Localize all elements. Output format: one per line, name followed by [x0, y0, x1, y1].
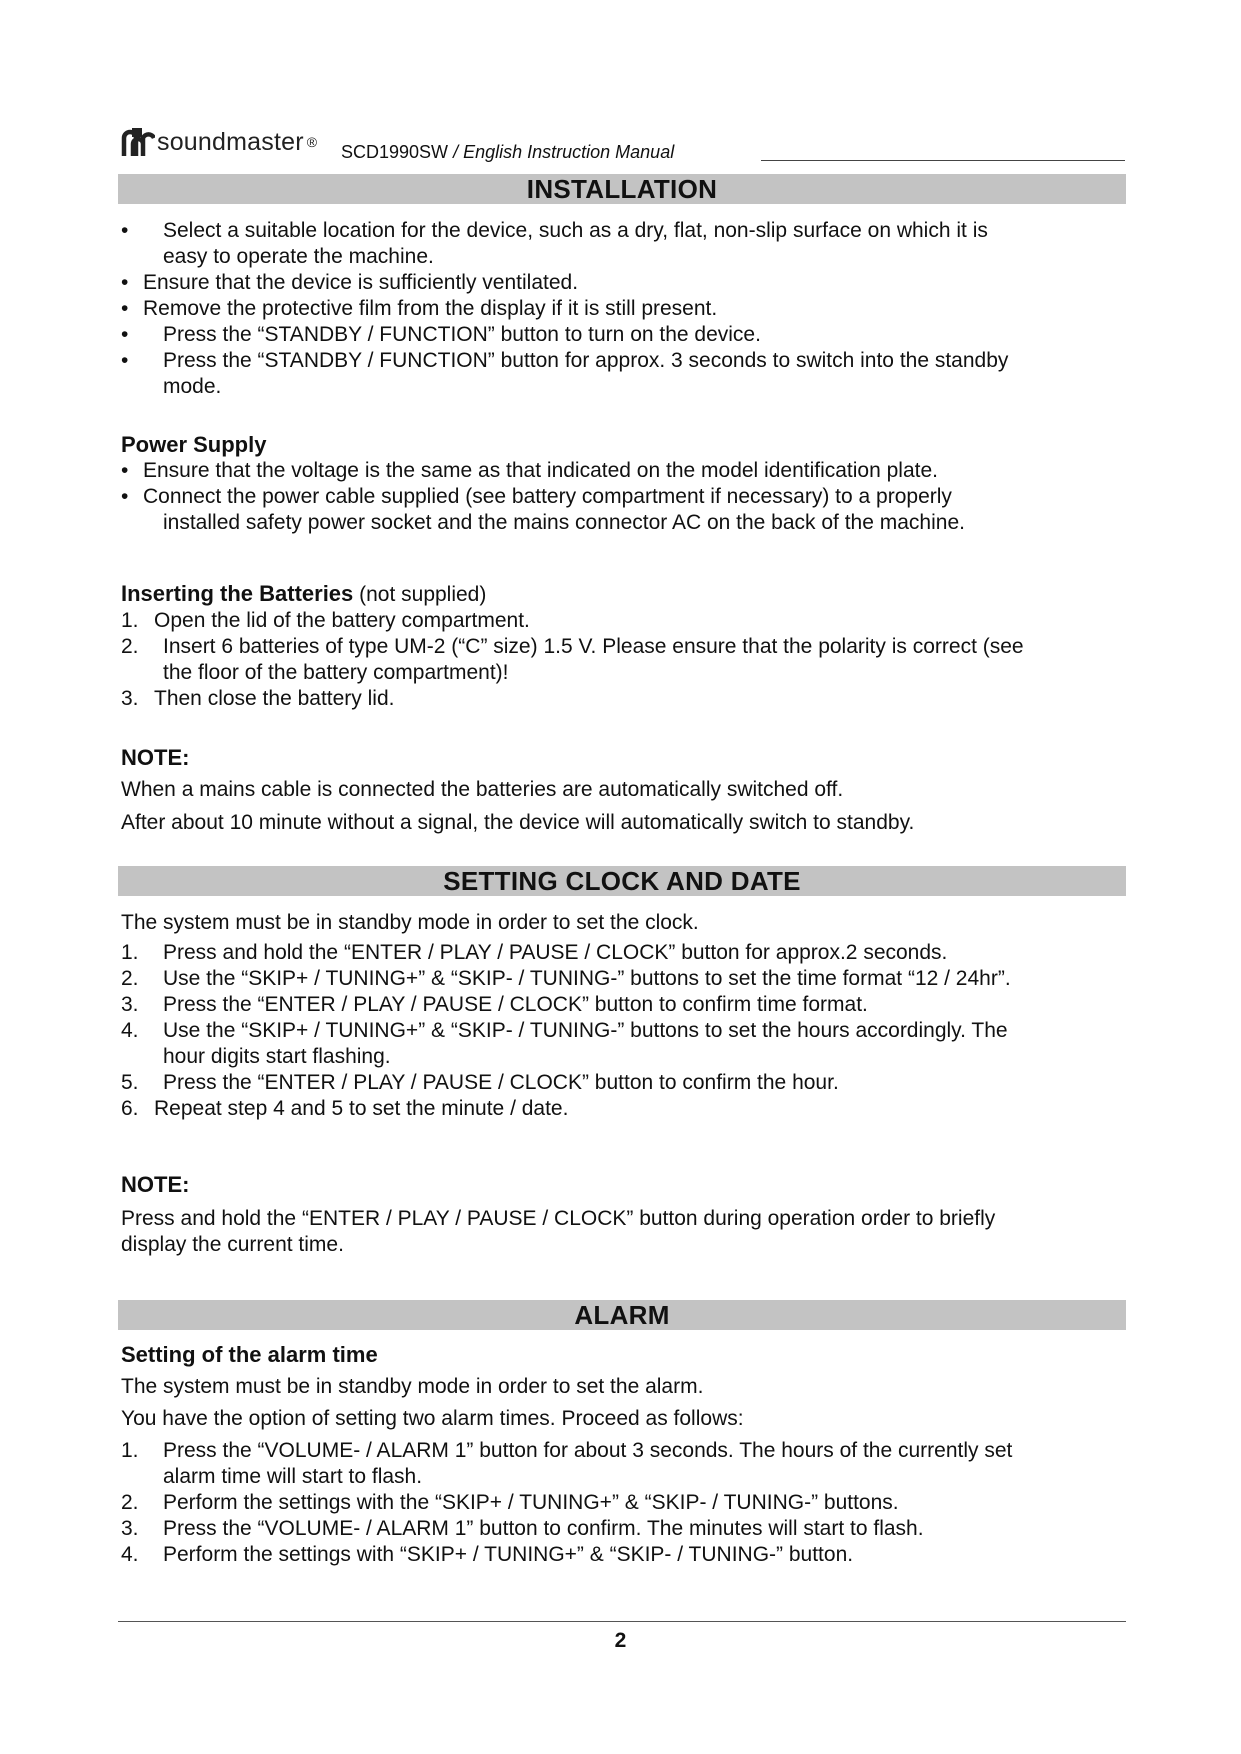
list-item [121, 1018, 1131, 1070]
item-text: Press the “VOLUME- / ALARM 1” button for about 3 seconds. The hours of the currently set [163, 1439, 1013, 1462]
model-number: SCD1990SW [341, 142, 449, 162]
item-text: Connect the power cable supplied (see battery compartment if necessary) to a properly [143, 485, 952, 508]
batteries-heading-line [121, 581, 1131, 608]
list-item [121, 966, 1131, 992]
list-item [121, 458, 1131, 484]
item-text: Remove the protective film from the display if it is still present. [143, 297, 718, 320]
brand-name: soundmaster [157, 127, 304, 156]
bullet: • [121, 271, 129, 294]
item-text: Select a suitable location for the device, such as a dry, flat, non-slip surface on which it is [163, 219, 988, 242]
installation-list [121, 218, 1131, 400]
bullet: • [121, 485, 129, 508]
item-text-continued: alarm time will start to flash. [163, 1465, 423, 1488]
item-number: 2. [121, 967, 139, 990]
item-text: Open the lid of the battery compartment. [154, 609, 530, 632]
note-heading: NOTE: [121, 745, 190, 770]
list-item [121, 1070, 1131, 1096]
section-bar-alarm: ALARM [118, 1300, 1126, 1330]
power-supply-section [121, 432, 1131, 536]
item-text: Press the “STANDBY / FUNCTION” button for approx. 3 seconds to switch into the standby [163, 349, 1009, 372]
item-text: Press the “STANDBY / FUNCTION” button to turn on the device. [163, 323, 761, 346]
installation-note [121, 745, 1131, 836]
item-text: Ensure that the voltage is the same as that indicated on the model identification plate. [143, 459, 938, 482]
power-supply-heading: Power Supply [121, 432, 267, 457]
item-text: Use the “SKIP+ / TUNING+” & “SKIP- / TUNING-” buttons to set the time format “12 / 24hr”. [163, 967, 1011, 990]
page-number: 2 [614, 1629, 627, 1652]
item-number: 3. [121, 993, 139, 1016]
list-item [121, 940, 1131, 966]
batteries-heading-note: (not supplied) [353, 583, 487, 606]
clock-section [121, 910, 1131, 1122]
item-number: 3. [121, 1517, 139, 1540]
page-header [121, 124, 1125, 164]
model-and-manual-title [341, 142, 674, 163]
clock-intro: The system must be in standby mode in order to set the clock. [121, 911, 699, 934]
item-number: 5. [121, 1071, 139, 1094]
batteries-section [121, 581, 1131, 712]
section-bar-clock: SETTING CLOCK AND DATE [118, 866, 1126, 896]
item-text: Press and hold the “ENTER / PLAY / PAUSE / CLOCK” button for approx.2 seconds. [163, 941, 948, 964]
manual-title: English Instruction Manual [463, 142, 675, 162]
item-text: Ensure that the device is sufficiently ventilated. [143, 271, 579, 294]
note-text: After about 10 minute without a signal, the device will automatically switch to standby. [121, 811, 915, 834]
list-item [121, 1516, 1131, 1542]
item-number: 2. [121, 1491, 139, 1514]
soundmaster-logo-icon [121, 126, 155, 158]
bullet: • [121, 297, 129, 320]
list-item [121, 218, 1131, 270]
header-separator: / [453, 142, 459, 162]
note-text: Press and hold the “ENTER / PLAY / PAUSE / CLOCK” button during operation order to briefly [121, 1207, 996, 1230]
list-item [121, 686, 1131, 712]
item-text: Insert 6 batteries of type UM-2 (“C” size) 1.5 V. Please ensure that the polarity is correct (see [163, 635, 1024, 658]
footer-rule [118, 1621, 1126, 1622]
note-text: When a mains cable is connected the batteries are automatically switched off. [121, 778, 844, 801]
item-number: 4. [121, 1543, 139, 1566]
list-item [121, 322, 1131, 348]
bullet: • [121, 219, 129, 242]
alarm-subheading: Setting of the alarm time [121, 1342, 378, 1367]
item-text-continued: mode. [163, 375, 222, 398]
list-item [121, 634, 1131, 686]
list-item [121, 1438, 1131, 1490]
item-text: Perform the settings with “SKIP+ / TUNING+” & “SKIP- / TUNING-” button. [163, 1543, 854, 1566]
list-item [121, 1490, 1131, 1516]
item-number: 2. [121, 635, 139, 658]
batteries-heading: Inserting the Batteries [121, 581, 354, 606]
item-number: 4. [121, 1019, 139, 1042]
item-number: 1. [121, 1439, 139, 1462]
list-item [121, 270, 1131, 296]
list-item [121, 1542, 1131, 1568]
section-bar-installation: INSTALLATION [118, 174, 1126, 204]
item-text-continued: hour digits start flashing. [163, 1045, 391, 1068]
alarm-intro: You have the option of setting two alarm times. Proceed as follows: [121, 1407, 744, 1430]
alarm-section [121, 1342, 1131, 1568]
item-text-continued: installed safety power socket and the mains connector AC on the back of the machine. [163, 511, 965, 534]
item-text: Press the “ENTER / PLAY / PAUSE / CLOCK” button to confirm time format. [163, 993, 868, 1016]
item-text: Press the “VOLUME- / ALARM 1” button to confirm. The minutes will start to flash. [163, 1517, 924, 1540]
list-item [121, 348, 1131, 400]
list-item [121, 608, 1131, 634]
item-number: 3. [121, 687, 139, 710]
item-text: Perform the settings with the “SKIP+ / TUNING+” & “SKIP- / TUNING-” buttons. [163, 1491, 899, 1514]
item-text: Use the “SKIP+ / TUNING+” & “SKIP- / TUNING-” buttons to set the hours accordingly. The [163, 1019, 1008, 1042]
item-number: 1. [121, 941, 139, 964]
item-number: 6. [121, 1097, 139, 1120]
header-rule [761, 160, 1125, 161]
bullet: • [121, 323, 129, 346]
item-text-continued: easy to operate the machine. [163, 245, 434, 268]
registered-mark: ® [306, 134, 318, 150]
item-text: Then close the battery lid. [154, 687, 395, 710]
alarm-intro: The system must be in standby mode in order to set the alarm. [121, 1375, 704, 1398]
clock-note [121, 1172, 1131, 1258]
item-text: Repeat step 4 and 5 to set the minute / date. [154, 1097, 569, 1120]
list-item [121, 1096, 1131, 1122]
bullet: • [121, 459, 129, 482]
note-heading: NOTE: [121, 1172, 190, 1197]
list-item [121, 484, 1131, 536]
bullet: • [121, 349, 129, 372]
brand-logo [121, 124, 317, 160]
item-text-continued: the floor of the battery compartment)! [163, 661, 509, 684]
list-item [121, 296, 1131, 322]
item-text: Press the “ENTER / PLAY / PAUSE / CLOCK” button to confirm the hour. [163, 1071, 839, 1094]
list-item [121, 992, 1131, 1018]
item-number: 1. [121, 609, 139, 632]
note-text-continued: display the current time. [121, 1233, 344, 1256]
